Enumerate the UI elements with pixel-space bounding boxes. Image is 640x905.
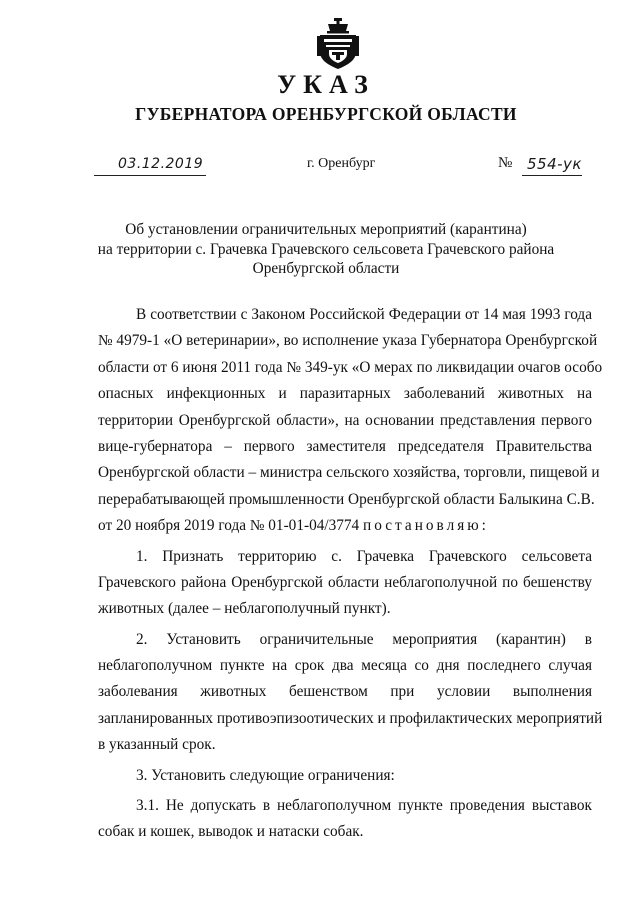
text-line: запланированных противоэпизоотических и профилактических мероприятий <box>98 709 603 727</box>
document-body <box>98 302 603 850</box>
text-line: в указанный срок. <box>98 736 216 754</box>
date-value: 03.12.2019 <box>118 156 204 172</box>
text-line: собак и кошек, выводок и натаски собак. <box>98 823 364 841</box>
title-line: на территории с. Грачевка Грачевского сельсовета Грачевского района <box>97 240 555 258</box>
title-line: Оренбургской области <box>252 260 400 277</box>
date-field <box>94 153 206 176</box>
text-line: 1. Признать территорию с. Грачевка Грачевского сельсовета <box>136 547 592 565</box>
document-issuer-heading: ГУБЕРНАТОРА ОРЕНБУРГСКОЙ ОБЛАСТИ <box>135 104 517 124</box>
item-1-paragraph <box>98 544 592 623</box>
number-value: 554-ук <box>527 155 582 173</box>
preamble-paragraph <box>98 302 603 540</box>
text-line: территории Оренбургской области», на основании представления первого <box>98 411 592 429</box>
text-line: В соответствии с Законом Российской Федерации от 14 мая 1993 года <box>136 306 592 323</box>
text-line: Грачевского района Оренбургской области неблагополучной по бешенству <box>98 573 592 591</box>
item-3-1-paragraph <box>98 793 592 846</box>
decree-line <box>98 513 592 539</box>
text-line: заболевания животных бешенством при условии выполнения <box>98 683 592 701</box>
item-2-paragraph <box>98 627 603 759</box>
text-line: опасных инфекционных и паразитарных заболеваний животных на <box>98 385 592 403</box>
decree-keyword: постановляю: <box>363 517 489 535</box>
item-3-paragraph <box>98 763 592 789</box>
number-label: № <box>498 155 513 171</box>
text-line: 3.1. Не допускать в неблагополучном пункте проведения выставок <box>136 797 592 815</box>
document-title <box>0 220 640 279</box>
document-type-heading: УКАЗ <box>277 70 375 99</box>
text-line: неблагополучном пункте на срок два месяца со дня последнего случая <box>98 657 592 675</box>
city-label: г. Оренбург <box>307 156 376 171</box>
text-line: вице-губернатора – первого заместителя председателя Правительства <box>98 437 592 455</box>
text-line: 2. Установить ограничительные мероприятия (карантин) в <box>136 630 592 648</box>
decree-line-prefix: от 20 ноября 2019 года № 01-01-04/3774 <box>98 517 360 535</box>
text-line: области от 6 июня 2011 года № 349-ук «О мерах по ликвидации очагов особо <box>98 358 603 376</box>
coat-of-arms-emblem <box>317 18 359 70</box>
text-line: 3. Установить следующие ограничения: <box>136 766 395 784</box>
text-line: Оренбургской области – министра сельского хозяйства, торговли, пищевой и <box>98 464 600 482</box>
text-line: животных (далее – неблагополучный пункт). <box>98 600 391 618</box>
number-field <box>522 153 582 176</box>
text-line: перерабатывающей промышленности Оренбургской области Балыкина С.В. <box>98 490 595 508</box>
title-line: Об установлении ограничительных мероприятий (карантина) <box>125 221 527 238</box>
text-line: № 4979-1 «О ветеринарии», во исполнение указа Губернатора Оренбургской <box>98 332 598 350</box>
